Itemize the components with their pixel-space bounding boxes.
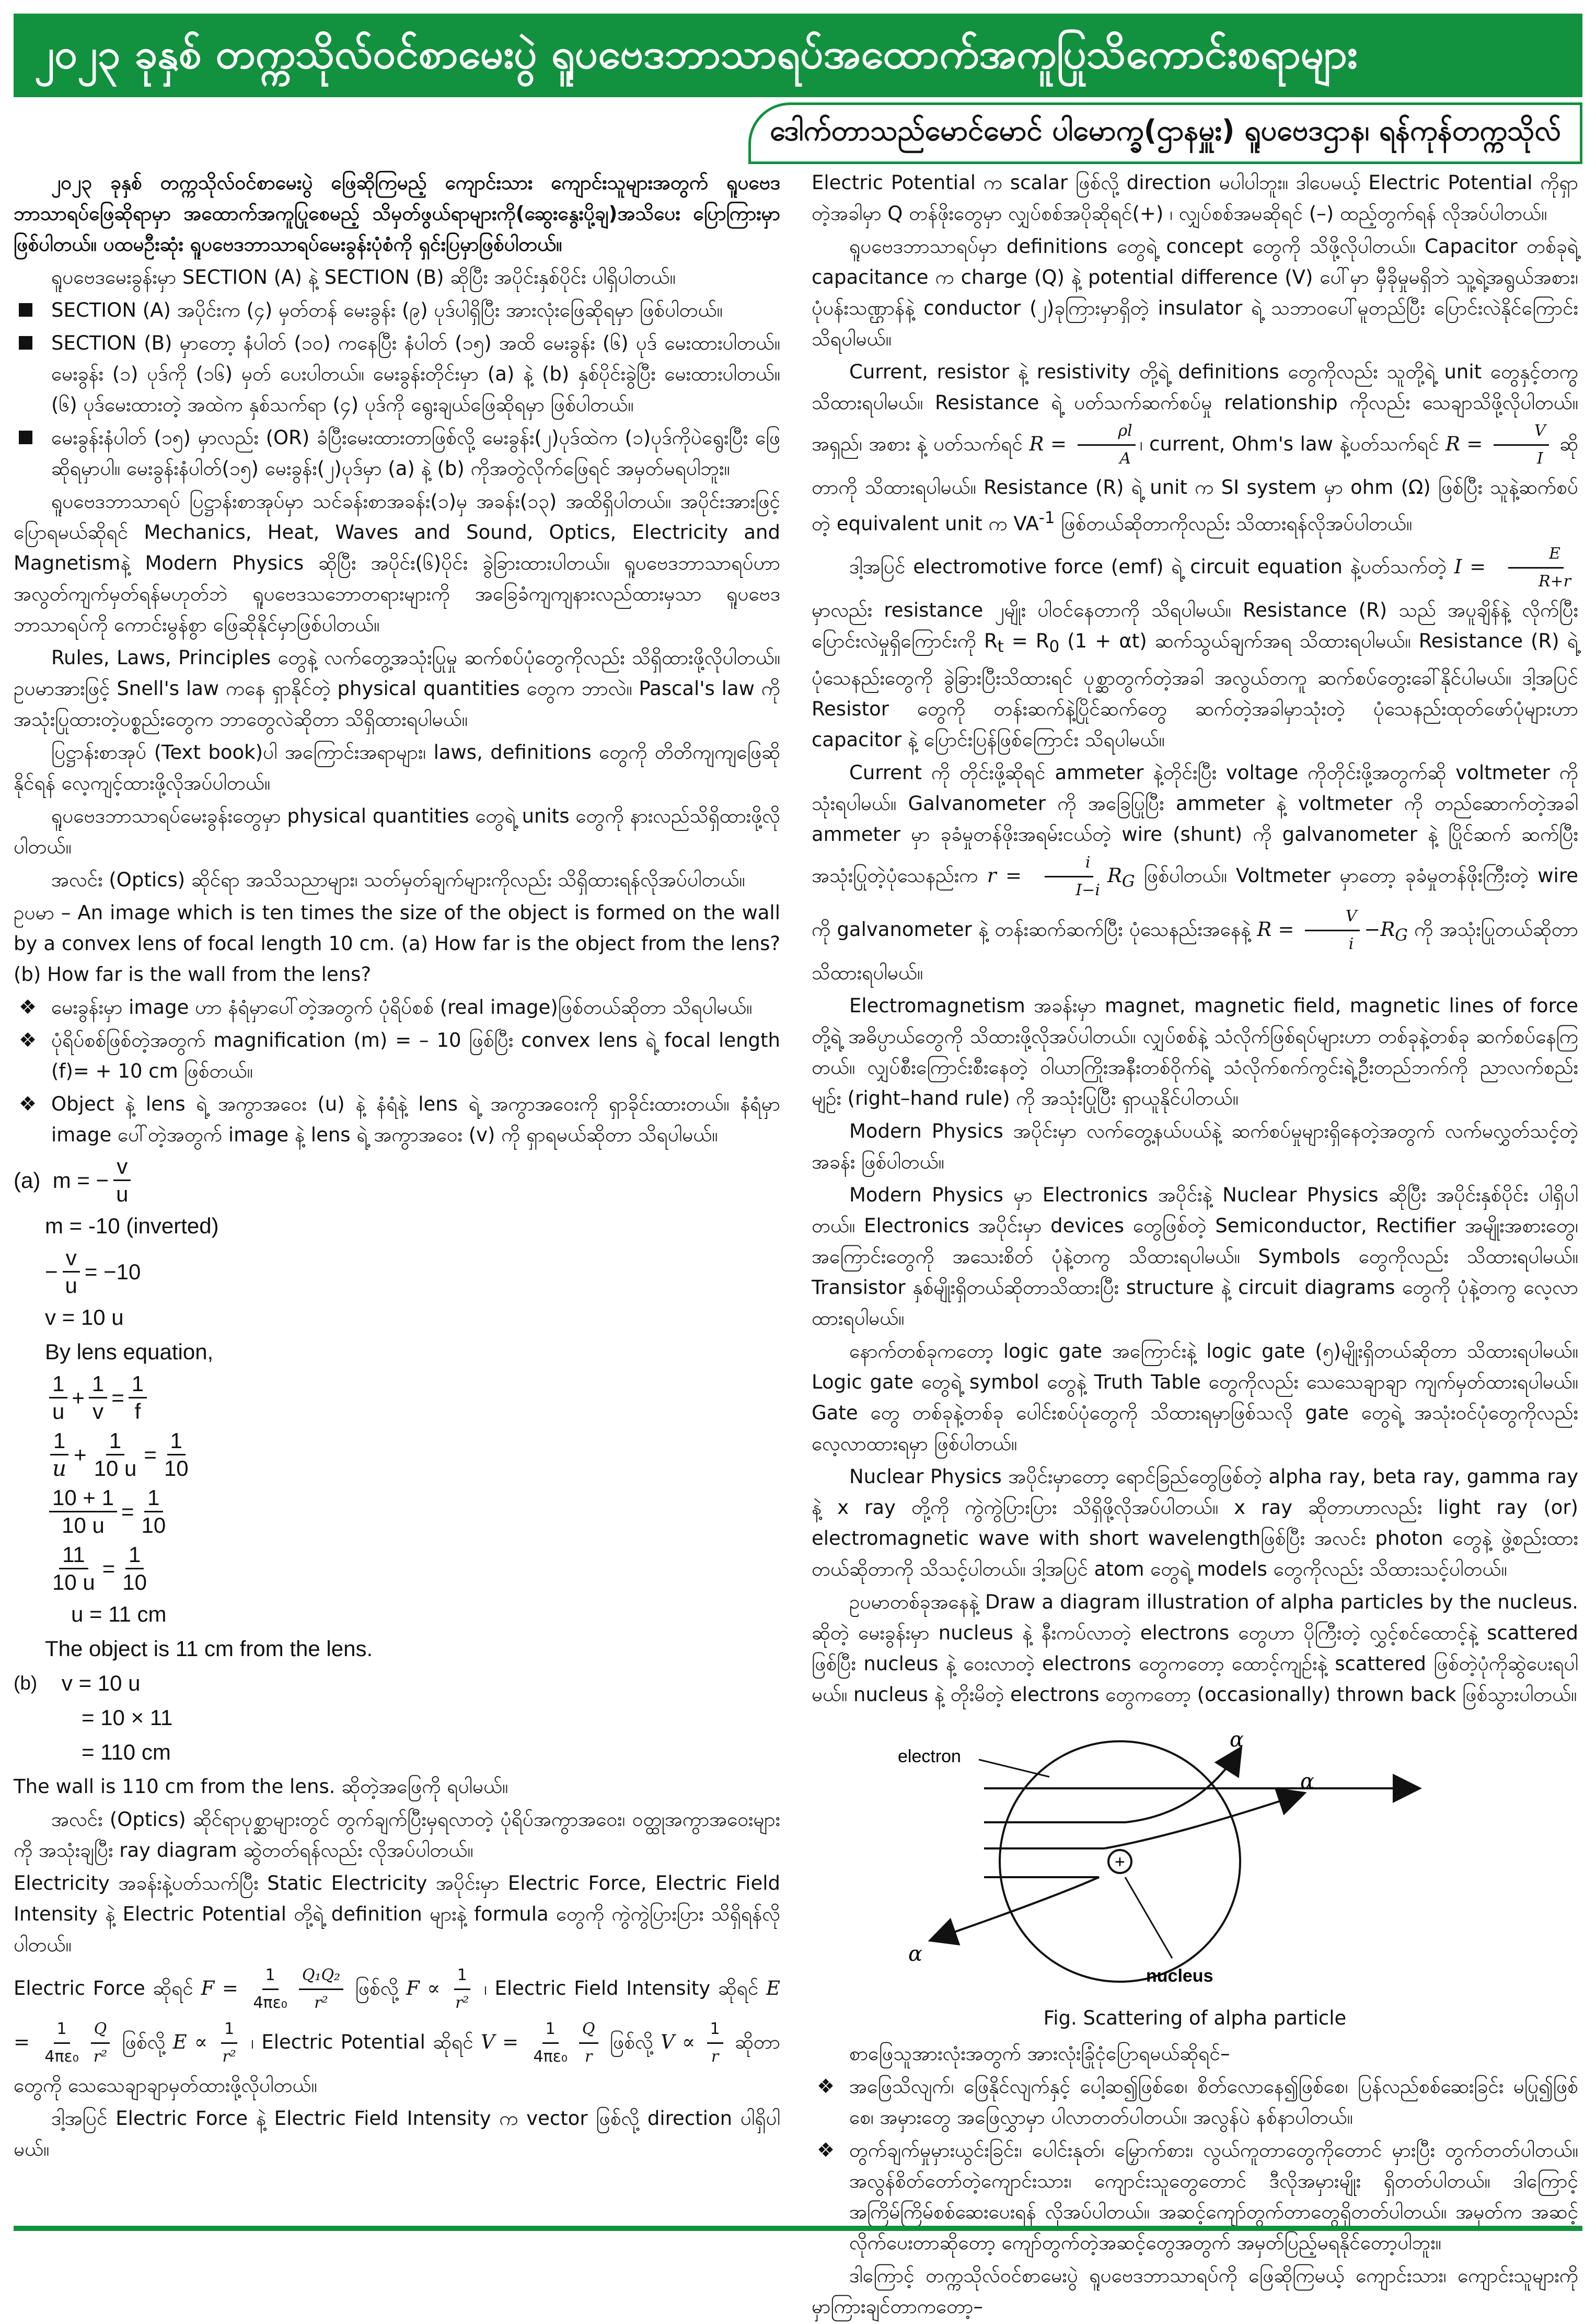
paragraph: ရူပဗေဒဘာသာရပ်မှာ definitions တွေရဲ့ concept တွေကို သိဖို့လိုပါတယ်။ Capacitor တစ်ခုရဲ့ capacitance က charge (Q) နဲ့ potential difference (V) ပေါ်မှာ မှီခိုမှုမရှိဘဲ သူ့ရဲ့အရွယ်အစား၊ ပုံပန်းသဏ္ဌာန်နဲ့ conductor (၂)ခုကြားမှာရှိတဲ့ insulator ရဲ့ သဘာဝပေါ်မူတည်ပြီး ပြောင်းလဲနိုင်ကြောင်း သိရပါမယ်။ — [812, 235, 1578, 350]
paragraph: အလင်း (Optics) ဆိုင်ရာပုစ္ဆာများတွင် တွက်ချက်ပြီးမှရလာတဲ့ ပုံရိပ်အကွာအဝေး၊ ဝတ္ထုအကွာအဝေးများကို အသုံးချပြီး ray diagram ဆွဲတတ်ရန်လည်း လိုအပ်ပါတယ်။ — [14, 1808, 780, 1861]
paragraph: ဥပမာတစ်ခုအနေနဲ့ Draw a diagram illustration of alpha particles by the nucleus. ဆိုတဲ့ မေးခွန်းမှာ nucleus နဲ့ နီးကပ်လာတဲ့ electrons တွေဟာ ပိုကြီးတဲ့ လွှင့်စင်ထောင့်နဲ့ scattered ဖြစ်ပြီး nucleus နဲ့ ဝေးလာတဲ့ electrons တွေကတော့ ထောင့်ကျဉ်းနဲ့ scattered ဖြစ်တဲ့ပုံကိုဆွဲပေးရပါမယ်။ nucleus နဲ့ တိုးမိတဲ့ electrons တွေကတော့ (occasionally) thrown back ဖြစ်သွားပါတယ်။ — [812, 1590, 1578, 1706]
example-question: ဥပမာ – An image which is ten times the size of the object is formed on the wall by a convex lens of focal length 10 cm. (a) How far is the object from the lens? (b) How far is the wall from the lens? — [14, 901, 780, 986]
alpha-path — [932, 1877, 1099, 1940]
equation: m = -10 (inverted) — [45, 1213, 219, 1238]
list-item-text: SECTION (B) မှာတော့ နံပါတ် (၁၀) ကနေပြီး နံပါတ် (၁၅) အထိ မေးခွန်း (၆) ပုဒ် မေးထားပါတယ်။ မေးခွန်း (၁) ပုဒ်ကို (၁၆) မှတ် ပေးပါတယ်။ မေးခွန်းတိုင်းမှာ (a) နဲ့ (b) နှစ်ပိုင်းခွဲပြီး မေးထားပါတယ်။ (၆) ပုဒ်မေးထားတဲ့ အထဲက နှစ်သက်ရာ (၄) ပုဒ်ကို ရွေးချယ်ဖြေဆိုရမှာ ဖြစ်ပါတယ်။ — [51, 332, 780, 416]
page-title: ၂၀၂၃ ခုနှစ် တက္ကသိုလ်ဝင်စာမေးပွဲ ရူပဗေဒဘာသာရပ်အထောက်အကူပြုသိကောင်းစရာများ — [34, 31, 1358, 78]
leader-line — [1125, 1877, 1172, 1958]
equation: (b) v = 10 u — [14, 1671, 141, 1695]
list-item — [14, 328, 780, 420]
paragraph: ရူပဗေဒမေးခွန်းမှာ SECTION (A) နဲ့ SECTION (B) ဆိုပြီး အပိုင်းနှစ်ပိုင်း ပါရှိပါတယ်။ — [51, 266, 676, 288]
list-item — [14, 295, 780, 326]
paragraph: Nuclear Physics အပိုင်းမှာတော့ ရောင်ခြည်တွေဖြစ်တဲ့ alpha ray, beta ray, gamma ray နဲ့ x ray တို့ကို ကွဲကွဲပြားပြား သိရှိဖို့လိုအပ်ပါတယ်။ x ray ဆိုတာဟာလည်း light ray (or) electromagnetic wave with short wavelengthဖြစ်ပြီး အလင်း photon တွေနဲ့ ဖွဲ့စည်းထားတယ်ဆိုတာကို သိသင့်ပါတယ်။ ဒါ့အပြင် atom တွေရဲ့ models တွေကိုလည်း သိထားသင့်ပါတယ်။ — [812, 1465, 1578, 1580]
right-column — [812, 167, 1578, 2324]
formula-paragraph: Current, resistor နဲ့ resistivity တို့ရဲ့ definitions တွေကိုလည်း သူတို့ရဲ့ unit တွေနှင့်တကွ သိထားရပါမယ်။ Resistance ရဲ့ ပတ်သက်ဆက်စပ်မှု relationship ကိုလည်း သေချာသိဖို့လိုပါတယ်။ အရှည်၊ အစား နဲ့ ပတ်သက်ရင် R = $\frac{\rho l}{A}$ ၊ current, Ohm's law နဲ့ပတ်သက်ရင် R = $\frac{V}{I}$ ဆိုတာကို သိထားရပါမယ်။ Resistance (R) ရဲ့ unit က SI system မှာ ohm (Ω) ဖြစ်ပြီး သူနဲ့ဆက်စပ်တဲ့ equivalent unit က $VA^{-1}$ ဖြစ်တယ်ဆိုတာကိုလည်း သိထားရန်လိုအပ်ပါတယ်။ — [812, 361, 1579, 535]
formula-paragraph: Current ကို တိုင်းဖို့ဆိုရင် ammeter နဲ့တိုင်းပြီး voltage ကိုတိုင်းဖို့အတွက်ဆို voltmeter ကို သုံးရပါမယ်။ Galvanometer ကို အခြေပြုပြီး ammeter နဲ့ voltmeter ကို တည်ဆောက်တဲ့အခါ ammeter မှာ ခုခံမှုတန်ဖိုးအရမ်းငယ်တဲ့ wire (shunt) ကို galvanometer နဲ့ ပြိုင်ဆက် ဆက်ပြီး အသုံးပြုတဲ့ပုံသေနည်းက r = $\frac{i}{I-i}$ $R_G$ ဖြစ်ပါတယ်။ Voltmeter မှာတော့ ခုခံမှုတန်ဖိုးကြီးတဲ့ wire ကို galvanometer နဲ့ တန်းဆက်ဆက်ပြီး ပုံသေနည်းအနေနဲ့ R = $\frac{V}{i}$ $-R_G$ ကို အသုံးပြုတယ်ဆိုတာ သိထားရပါမယ်။ — [812, 761, 1579, 984]
list-item — [14, 1025, 780, 1086]
paragraph: ပြဋ္ဌာန်းစာအုပ် (Text book)ပါ အကြောင်းအရာများ၊ laws, definitions တွေကို တိတိကျကျဖြေဆိုနိုင်ရန် လေ့ကျင့်ထားဖို့လိုအပ်ပါတယ်။ — [14, 741, 780, 794]
electron-label: electron — [898, 1746, 961, 1766]
list-item-text: မေးခွန်းနံပါတ် (၁၅) မှာလည်း (OR) ခံပြီးမေးထားတာဖြစ်လို့ မေးခွန်း(၂)ပုဒ်ထဲက (၁)ပုဒ်ကိုပဲရွေးပြီး ဖြေဆိုရမှာပါ။ မေးခွန်းနံပါတ်(၁၅) မေးခွန်း(၂)ပုဒ်မှာ (a) နဲ့ (b) ကိုအတွဲလိုက်ဖြေရင် အမှတ်မရပါဘူး။ — [51, 426, 780, 480]
equation: = 10 × 11 — [82, 1705, 173, 1730]
formula-paragraph: ဒါ့အပြင် electromotive force (emf) ရဲ့ circuit equation နဲ့ပတ်သက်တဲ့ I = $\frac{E}{R+r}$ မှာလည်း resistance ၂မျိုး ပါဝင်နေတာကို သိရပါမယ်။ Resistance (R) သည် အပူချိန်နဲ့ လိုက်ပြီး ပြောင်းလဲမှုရှိကြောင်းကို $R_t = R_0$ (1 + αt) ဆက်သွယ်ချက်အရ သိထားရပါမယ်။ Resistance (R) ရဲ့ ပုံသေနည်းတွေကို ခွဲခြားပြီးသိထားရင် ပုစ္ဆာတွက်တဲ့အခါ အလွယ်တကူ ဆက်စပ်တွေးခေါ်နိုင်ပါမယ်။ ဒါ့အပြင် Resistor တွေကို တန်းဆက်နဲ့ပြိုင်ဆက်တွေ ဆက်တဲ့အခါမှာသုံးတဲ့ ပုံသေနည်းထုတ်ဖော်ပုံများဟာ capacitor နဲ့ ပြောင်းပြန်ဖြစ်ကြောင်း သိရပါမယ်။ — [812, 541, 1578, 755]
leader-line — [979, 1760, 1049, 1777]
diamond-bullet-icon: ❖ — [19, 1092, 37, 1115]
equation: − $\frac{v}{u}$ = −10 — [45, 1245, 141, 1298]
diamond-bullet-icon: ❖ — [817, 2138, 835, 2161]
diamond-bullet-icon: ❖ — [817, 2074, 835, 2098]
alpha-label: α — [908, 1941, 923, 1966]
author-byline — [748, 102, 1582, 164]
alpha-label: α — [1230, 1727, 1244, 1752]
alpha-scattering-figure — [812, 1720, 1578, 2003]
author-text: ဒေါက်တာသည်မောင်မောင် ပါမောက္ခ(ဌာနမှူး) ရူပဗေဒဌာန၊ ရန်ကုန်တက္ကသိုလ် — [770, 113, 1561, 147]
solution-workings — [14, 1153, 780, 1768]
list-item — [812, 2071, 1578, 2133]
equation: m = − — [52, 1167, 109, 1193]
paragraph: ရူပဗေဒဘာသာရပ် ပြဋ္ဌာန်းစာအုပ်မှာ သင်ခန်းစာအခန်း(၁)မှ အခန်း(၁၃) အထိရှိပါတယ်။ အပိုင်းအားဖြင့် ပြောရမယ်ဆိုရင် Mechanics, Heat, Waves and Sound, Optics, Electricity and Magnetismနဲ့ Modern Physics ဆိုပြီး အပိုင်း(၆)ပိုင်း ခွဲခြားထားပါတယ်။ ရူပဗေဒဘာသာရပ်ဟာ အလွတ်ကျက်မှတ်ရန်မဟုတ်ဘဲ ရူပဗေဒသဘောတရားများကို အခြေခံကျကျနားလည်ထားမှသာ ရူပဗေဒဘာသာရပ်ကို ကောင်းမွန်စွာ ဖြေဆိုနိုင်မှာဖြစ်ပါတယ်။ — [14, 490, 780, 636]
equation: $\frac{1}{u}$ + $\frac{1}{v}$ = $\frac{1}{f}$ — [45, 1371, 780, 1425]
paragraph: အလင်း (Optics) ဆိုင်ရာ အသိသညာများ၊ သတ်မှတ်ချက်များကိုလည်း သိရှိထားရန်လိုအပ်ပါတယ်။ — [51, 869, 745, 891]
paragraph: ဒါ့အပြင် Electric Force နဲ့ Electric Field Intensity က vector ဖြစ်လို့ direction ပါရှိပါမယ်။ — [14, 2107, 780, 2160]
equation: $\frac{11}{10 u}$ = $\frac{1}{10}$ — [52, 1542, 147, 1594]
part-label: (a) — [14, 1167, 41, 1193]
equation: v = 10 u — [45, 1305, 124, 1329]
left-column — [14, 167, 780, 2167]
paragraph: Modern Physics အပိုင်းမှာ လက်တွေ့နယ်ပယ်နဲ့ ဆက်စပ်မှုများရှိနေတဲ့အတွက် လက်မလွှတ်သင့်တဲ့အခန်း ဖြစ်ပါတယ်။ — [812, 1119, 1578, 1173]
intro-paragraph: ၂၀၂၃ ခုနှစ် တက္ကသိုလ်ဝင်စာမေးပွဲ ဖြေဆိုကြမည့် ကျောင်းသား ကျောင်းသူများအတွက် ရူပဗေဒဘာသာရပ်ဖြေဆိုရာမှာ အထောက်အကူပြုစေမည့် သိမှတ်ဖွယ်ရာများကို(ဆွေးနွေးပို့ချ)အသိပေး ပြောကြားမှာ ဖြစ်ပါတယ်။ ပထမဦးဆုံး ရူပဗေဒဘာသာရပ်မေးခွန်းပုံစံကို ရှင်းပြမှာဖြစ်ပါတယ်။ — [14, 171, 780, 256]
paragraph: Electric Potential က scalar ဖြစ်လို့ direction မပါပါဘူး။ ဒါပေမယ့် Electric Potential ကိုရှာတဲ့အခါမှာ Q တန်ဖိုးတွေမှာ လျှပ်စစ်အပိုဆိုရင်(+) ၊ လျှပ်စစ်အမဆိုရင် (–) ထည့်တွက်ရန် လိုအပ်ပါတယ်။ — [812, 171, 1578, 225]
bottom-rule — [14, 2226, 1582, 2231]
paragraph: စာဖြေသူအားလုံးအတွက် အားလုံးခြုံငုံပြောရမယ်ဆိုရင်– — [849, 2042, 1230, 2065]
list-item-text: ပုံရိပ်စစ်ဖြစ်တဲ့အတွက် magnification (m) = – 10 ဖြစ်ပြီး convex lens ရဲ့ focal length (f)= + 10 cm ဖြစ်တယ်။ — [51, 1029, 780, 1082]
paragraph: Rules, Laws, Principles တွေနဲ့ လက်တွေ့အသုံးပြုမှု ဆက်စပ်ပုံတွေကိုလည်း သိရှိထားဖို့လိုပါတယ်။ ဥပမာအားဖြင့် Snell's law ကနေ ရှာနိုင်တဲ့ physical quantities တွေက ဘာလဲ။ Pascal's law ကို အသုံးပြုထားတဲ့ပစ္စည်းတွေက ဘာတွေလဲဆိုတာ သိရှိထားရပါမယ်။ — [14, 646, 780, 731]
list-item-text: မေးခွန်းမှာ image ဟာ နံရံမှာပေါ်တဲ့အတွက် ပုံရိပ်စစ် (real image)ဖြစ်တယ်ဆိုတာ သိရပါမယ်။ — [51, 996, 753, 1019]
paragraph: ရူပဗေဒဘာသာရပ်မေးခွန်းတွေမှာ physical quantities တွေရဲ့ units တွေကို နားလည်သိရှိထားဖို့လိုပါတယ်။ — [14, 805, 780, 858]
scattering-diagram — [812, 1720, 1578, 2003]
list-item-text: အဖြေသိလျက်၊ ဖြေနိုင်လျက်နှင့် ပေါ့ဆ၍ဖြစ်စေ၊ စိတ်လောနေ၍ဖြစ်စေ၊ ပြန်လည်စစ်ဆေးခြင်း မပြု၍ဖြစ်စေ၊ အမှားတွေ အဖြေလွှာမှာ ပါလာတတ်ပါတယ်။ အလွန်ပဲ နစ်နာပါတယ်။ — [849, 2075, 1578, 2129]
list-item — [14, 992, 780, 1023]
diamond-bullet-icon: ❖ — [19, 1028, 37, 1051]
paragraph: နောက်တစ်ခုကတော့ logic gate အကြောင်းနဲ့ logic gate (၅)မျိုးရှိတယ်ဆိုတာ သိထားရပါမယ်။ Logic gate တွေရဲ့ symbol တွေနဲ့ Truth Table တွေကိုလည်း သေသေချာချာ ကျက်မှတ်ထားရပါမယ်။ Gate တွေ တစ်ခုနဲ့တစ်ခု ပေါင်းစပ်ပုံတွေကို သိထားရမှာဖြစ်သလို gate တွေရဲ့ အသုံးဝင်ပုံတွေကိုလည်း လေ့လာထားရမှာ ဖြစ်ပါတယ်။ — [812, 1339, 1578, 1455]
list-item — [14, 1089, 780, 1150]
alpha-path — [984, 1749, 1240, 1822]
equation: $\frac{1}{u}$ + $\frac{1}{10 u}$ = $\frac{1}{10}$ — [45, 1428, 780, 1482]
square-bullet-icon — [19, 422, 32, 453]
equation-caption: By lens equation, — [45, 1339, 214, 1364]
paragraph: The wall is 110 cm from the lens. ဆိုတဲ့အဖြေကို ရပါမယ်။ — [14, 1775, 508, 1798]
figure-caption: Fig. Scattering of alpha particle — [1043, 2006, 1347, 2029]
equation: = 110 cm — [82, 1740, 171, 1764]
list-item-text: SECTION (A) အပိုင်းက (၄) မှတ်တန် မေးခွန်း (၉) ပုဒ်ပါရှိပြီး အားလုံးဖြေဆိုရမှာ ဖြစ်ပါတယ်။ — [51, 299, 723, 321]
plus-label: + — [1115, 1852, 1125, 1872]
list-item-text: တွက်ချက်မှုမှားယွင်းခြင်း၊ ပေါင်းနုတ်၊ မြှောက်စား၊ လွယ်ကူတာတွေကိုတောင် မှားပြီး တွက်တတ်ပါတယ်။ အလွန်စိတ်တော်တဲ့ကျောင်းသား၊ ကျောင်းသူတွေတောင် ဒီလိုအမှားမျိုး ရှိတတ်ပါတယ်။ ဒါကြောင့် အကြိမ်ကြိမ်စစ်ဆေးပေးရန် လိုအပ်ပါတယ်။ အဆင့်ကျော်တွက်တာတွေရှိတတ်ပါတယ်။ အမှတ်က အဆင့်လိုက်ပေးတာဆိုတော့ ကျော်တွက်တဲ့အဆင့်တွေအတွက် အမှတ်ပြည့်မရနိုင်တော့ပါဘူး။ — [849, 2138, 1578, 2254]
result-text: The object is 11 cm from the lens. — [45, 1636, 373, 1661]
paragraph: ဒါကြောင့် တက္ကသိုလ်ဝင်စာမေးပွဲ ရူပဗေဒဘာသာရပ်ကို ဖြေဆိုကြမယ့် ကျောင်းသား၊ ကျောင်းသူများကို မှာကြားချင်တာကတော့– — [812, 2264, 1578, 2318]
equation: u = 11 cm — [71, 1602, 167, 1626]
paragraph: Modern Physics မှာ Electronics အပိုင်းနဲ့ Nuclear Physics ဆိုပြီး အပိုင်းနှစ်ပိုင်း ပါရှိပါတယ်။ Electronics အပိုင်းမှာ devices တွေဖြစ်တဲ့ Semiconductor, Rectifier အမျိုးအစားတွေ၊ အကြောင်းတွေကို အသေးစိတ် ပုံနဲ့တကွ သိထားရပါမယ်။ Symbols တွေကိုလည်း သိထားရပါမယ်။ Transistor နှစ်မျိုးရှိတယ်ဆိုတာသိထားပြီး structure နဲ့ circuit diagrams တွေကို ပုံနဲ့တကွ လေ့လာထားရပါမယ်။ — [812, 1183, 1578, 1329]
diamond-bullet-icon: ❖ — [19, 996, 37, 1019]
formula-paragraph: Electric Force ဆိုရင် F = $\frac{1}{\text{4πε₀}}$ $\frac{\text{Q₁Q₂}}{\text{r²}}$ ဖြစ်လို့ F ∝ $\frac{1}{\text{r²}}$ ၊ Electric Field Intensity ဆိုရင် E = $\frac{1}{\text{4πε₀}}$ $\frac{Q}{\text{r²}}$ ဖြစ်လို့ E ∝ $\frac{1}{\text{r²}}$ ၊ Electric Potential ဆိုရင် V = $\frac{1}{\text{4πε₀}}$ $\frac{Q}{r}$ ဖြစ်လို့ V ∝ $\frac{1}{r}$ ဆိုတာတွေကို သေသေချာချာမှတ်ထားဖို့လိုပါတယ်။ — [14, 1962, 780, 2101]
alpha-path — [984, 1794, 1303, 1848]
list-item — [812, 2135, 1578, 2258]
fraction: $\frac{v}{u}$ — [113, 1153, 131, 1207]
list-item — [14, 422, 780, 484]
paragraph: Electromagnetism အခန်းမှာ magnet, magnetic field, magnetic lines of force တို့ရဲ့ အဓိပ္ပာယ်တွေကို သိထားဖို့လိုအပ်ပါတယ်။ လျှပ်စစ်နဲ့ သံလိုက်ဖြစ်ရပ်များဟာ တစ်ခုနဲ့တစ်ခု ဆက်စပ်နေကြတယ်။ လျှပ်စီးကြောင်းစီးနေတဲ့ ဝါယာကြိုးအနီးတစ်ဝိုက်ရဲ့ သံလိုက်စက်ကွင်းရဲ့ဦးတည်ဘက်ကို ညာလက်စည်းမျဉ်း (right–hand rule) ကို အသုံးပြုပြီး ရှာယူနိုင်ပါတယ်။ — [812, 994, 1578, 1109]
alpha-label: α — [1300, 1769, 1315, 1794]
list-item-text: Object နဲ့ lens ရဲ့ အကွာအဝေး (u) နဲ့ နံရံနဲ့ lens ရဲ့ အကွာအဝေးကို ရှာခိုင်းထားတယ်။ နံရံမှာ image ပေါ်တဲ့အတွက် image နဲ့ lens ရဲ့ အကွာအဝေး (v) ကို ရှာရမယ်ဆိုတာ သိရပါမယ်။ — [51, 1093, 780, 1146]
equation: $\frac{10 + 1}{10 u}$ = $\frac{1}{10}$ — [45, 1485, 780, 1539]
header-banner — [14, 14, 1582, 97]
paragraph: Electricity အခန်းနဲ့ပတ်သက်ပြီး Static Electricity အပိုင်းမှာ Electric Force, Electric Field Intensity နဲ့ Electric Potential တို့ရဲ့ definition များနဲ့ formula တွေကို ကွဲကွဲပြားပြား သိရှိရန်လိုပါတယ်။ — [14, 1872, 780, 1956]
nucleus-label: nucleus — [1146, 1965, 1213, 1986]
square-bullet-icon — [19, 295, 32, 326]
square-bullet-icon — [19, 328, 32, 359]
